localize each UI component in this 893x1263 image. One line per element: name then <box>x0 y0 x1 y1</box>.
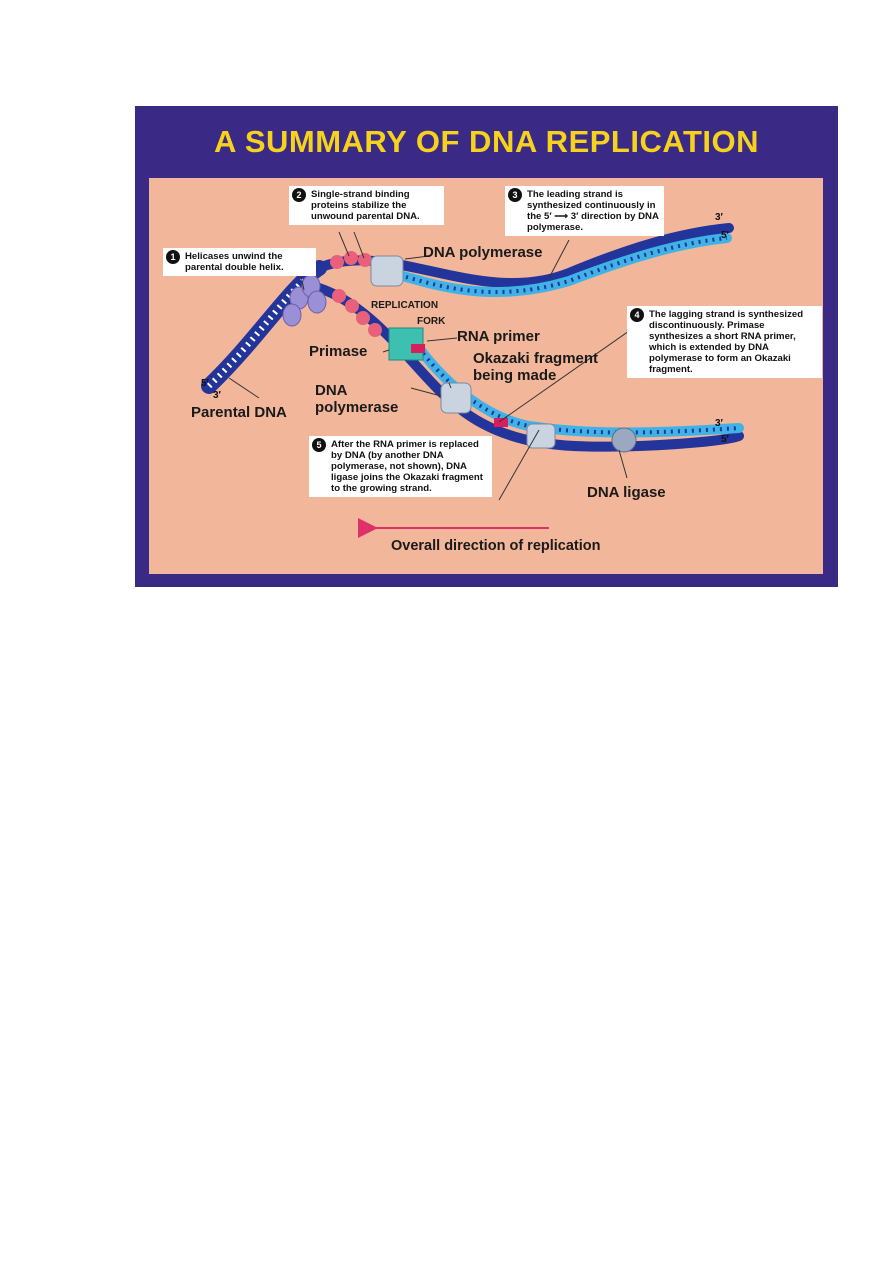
label-okazaki-1: Okazaki fragment <box>473 350 599 367</box>
step-5-badge: 5 <box>312 438 326 452</box>
end-top-3: 3′ <box>715 212 723 223</box>
end-left-3: 3′ <box>213 390 221 401</box>
step-1-text: Helicases unwind the parental double helix. <box>185 251 284 273</box>
label-dna-polymerase-low-2: polymerase <box>315 399 399 416</box>
step-4-text: The lagging strand is synthesized discontinuously. Primase synthesizes a short RNA primer, which is extended by DNA polymerase to form an Okazaki fragment. <box>649 309 804 375</box>
figure-title: A SUMMARY OF DNA REPLICATION <box>213 124 759 159</box>
dna-polymerase-lagging <box>441 383 471 413</box>
step-5-callout <box>309 436 492 497</box>
label-dna-ligase: DNA ligase <box>587 484 666 501</box>
end-top-5: 5′ <box>721 230 729 241</box>
label-replication: REPLICATION <box>371 300 439 311</box>
step-1-badge: 1 <box>166 250 180 264</box>
label-parental-dna: Parental DNA <box>191 404 287 421</box>
step-1-callout <box>163 248 316 276</box>
step-3-callout <box>505 186 664 236</box>
label-overall-direction: Overall direction of replication <box>391 538 601 554</box>
step-4-callout <box>627 306 822 378</box>
label-fork: FORK <box>417 316 446 327</box>
step-3-badge: 3 <box>508 188 522 202</box>
dna-replication-figure <box>135 106 838 587</box>
dna-polymerase-leading <box>371 256 403 286</box>
rna-primer-segment <box>411 344 425 353</box>
step-2-callout <box>289 186 444 225</box>
diagram-panel <box>149 178 823 574</box>
step-2-text: Single-strand binding proteins stabilize the unwound parental DNA. <box>311 189 420 222</box>
label-rna-primer: RNA primer <box>457 328 540 345</box>
label-primase: Primase <box>309 343 368 360</box>
label-dna-polymerase-top: DNA polymerase <box>423 244 543 261</box>
end-low-5: 5′ <box>721 434 729 445</box>
end-low-3: 3′ <box>715 418 723 429</box>
label-dna-polymerase-low-1: DNA <box>315 382 348 399</box>
step-5-text: After the RNA primer is replaced by DNA (by another DNA polymerase, not shown), DNA ligase joins the Okazaki fragment to the growing strand. <box>331 439 483 494</box>
label-okazaki-2: being made <box>473 367 557 384</box>
dna-ligase-enzyme <box>612 428 636 452</box>
step-4-badge: 4 <box>630 308 644 322</box>
step-3-text: The leading strand is synthesized continuously in the 5′ ⟶ 3′ direction by DNA polymerase. <box>527 189 659 233</box>
end-left-5: 5′ <box>201 378 209 389</box>
step-2-badge: 2 <box>292 188 306 202</box>
